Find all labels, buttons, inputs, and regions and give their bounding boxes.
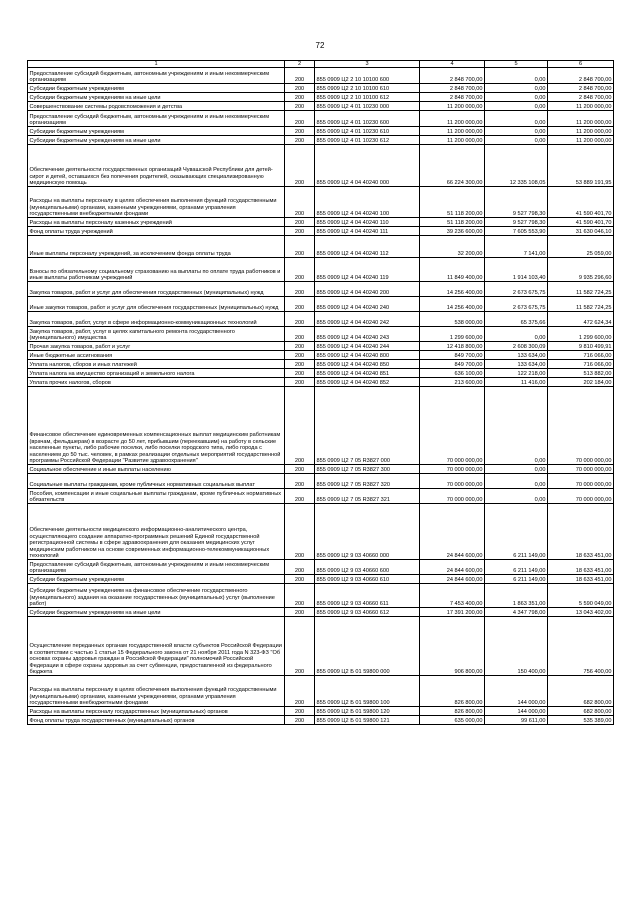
row-executed: 0,00 <box>485 387 548 465</box>
row-name: Обеспечение деятельности медицинского информационно-аналитического центра, осуществляющего создание аппаратно-программных решений Единой государственной регистрационной системы в сфере здравоохранения для оказания медицинских услуг медицинским работником на основе современных информационно-телекоммуникационных технологий <box>28 504 285 560</box>
row-name: Субсидии бюджетным учреждениям <box>28 575 285 584</box>
table-row <box>28 489 614 504</box>
table-row <box>28 84 614 93</box>
row-budget-code: 855 0909 Ц2 4 04 40240 111 <box>315 227 420 236</box>
row-name: Уплата налогов, сборов и иных платежей <box>28 360 285 369</box>
row-planned: 2 848 700,00 <box>420 84 485 93</box>
row-planned: 24 844 600,00 <box>420 560 485 575</box>
row-planned: 636 100,00 <box>420 369 485 378</box>
row-budget-code: 855 0909 Ц2 2 10 10100 600 <box>315 68 420 84</box>
row-remaining: 1 299 600,00 <box>548 327 614 342</box>
row-budget-code: 855 0909 Ц2 4 04 40240 851 <box>315 369 420 378</box>
row-budget-code: 855 0909 Ц2 4 04 40240 242 <box>315 312 420 327</box>
row-executed: 2 608 300,09 <box>485 342 548 351</box>
row-remaining: 41 590 401,70 <box>548 218 614 227</box>
row-admin-code: 200 <box>285 351 315 360</box>
table-row <box>28 369 614 378</box>
row-planned: 635 000,00 <box>420 716 485 725</box>
row-budget-code: 855 0909 Ц2 4 04 40240 800 <box>315 351 420 360</box>
page-number: 72 <box>315 41 325 50</box>
row-executed: 4 347 798,00 <box>485 608 548 617</box>
row-executed: 0,00 <box>485 474 548 489</box>
table-row <box>28 351 614 360</box>
row-executed: 144 000,00 <box>485 707 548 716</box>
row-admin-code: 200 <box>285 716 315 725</box>
row-admin-code: 200 <box>285 342 315 351</box>
row-budget-code: 855 0909 Ц2 4 04 40240 000 <box>315 145 420 187</box>
row-admin-code: 200 <box>285 93 315 102</box>
row-budget-code: 855 0909 Ц2 4 01 10230 610 <box>315 127 420 136</box>
column-header: 4 <box>420 61 485 68</box>
row-planned: 51 118 200,00 <box>420 187 485 218</box>
row-name: Иные бюджетные ассигнования <box>28 351 285 360</box>
row-name: Закупка товаров, работ, услуг в сфере информационно-коммуникационных технологий <box>28 312 285 327</box>
row-planned: 66 224 300,00 <box>420 145 485 187</box>
row-budget-code: 855 0909 Ц2 4 04 40240 243 <box>315 327 420 342</box>
row-executed: 122 218,00 <box>485 369 548 378</box>
row-executed: 0,00 <box>485 136 548 145</box>
row-name: Предоставление субсидий бюджетным, автономным учреждениям и иным некоммерческим организациям <box>28 111 285 127</box>
table-row <box>28 465 614 474</box>
table-row <box>28 187 614 218</box>
row-remaining: 25 059,00 <box>548 236 614 258</box>
table-row <box>28 297 614 312</box>
row-remaining: 535 389,00 <box>548 716 614 725</box>
row-admin-code: 200 <box>285 227 315 236</box>
row-remaining: 2 848 700,00 <box>548 68 614 84</box>
row-executed: 7 605 553,90 <box>485 227 548 236</box>
row-budget-code: 855 0909 Ц2 4 04 40240 110 <box>315 218 420 227</box>
budget-execution-table <box>27 60 614 725</box>
table-row <box>28 145 614 187</box>
row-executed: 0,00 <box>485 327 548 342</box>
row-admin-code: 200 <box>285 136 315 145</box>
row-executed: 6 211 149,00 <box>485 560 548 575</box>
row-name: Финансовое обеспечение единовременных компенсационных выплат медицинским работникам (врачам, фельдшерам) в возрасте до 50 лет, прибывшим (переехавшим) на работу в сельские населенные пункты, либо рабочие поселки, либо поселки городского типа, либо города с населением до 50 тыс. человек, в рамках реализации отдельных мероприятий государственной программы Российской Федерации "Развитие здравоохранения" <box>28 387 285 465</box>
row-budget-code: 855 0909 Ц2 2 10 10100 610 <box>315 84 420 93</box>
row-executed: 11 416,00 <box>485 378 548 387</box>
table-row <box>28 258 614 282</box>
row-executed: 0,00 <box>485 84 548 93</box>
column-header: 6 <box>548 61 614 68</box>
row-remaining: 70 000 000,00 <box>548 387 614 465</box>
row-admin-code: 200 <box>285 187 315 218</box>
row-name: Совершенствование системы родовспоможения и детства <box>28 102 285 111</box>
row-name: Предоставление субсидий бюджетным, автономным учреждениям и иным некоммерческим организациям <box>28 560 285 575</box>
row-planned: 39 236 600,00 <box>420 227 485 236</box>
row-name: Субсидии бюджетным учреждениям на иные цели <box>28 93 285 102</box>
row-admin-code: 200 <box>285 465 315 474</box>
row-planned: 17 391 200,00 <box>420 608 485 617</box>
row-executed: 133 634,00 <box>485 360 548 369</box>
row-name: Закупка товаров, работ и услуг для обеспечения государственных (муниципальных) нужд <box>28 282 285 297</box>
column-header: 3 <box>315 61 420 68</box>
row-name: Закупка товаров, работ, услуг в целях капитального ремонта государственного (муниципального) имущества <box>28 327 285 342</box>
row-admin-code: 200 <box>285 218 315 227</box>
row-name: Иные выплаты персоналу учреждений, за исключением фонда оплаты труда <box>28 236 285 258</box>
row-remaining: 202 184,00 <box>548 378 614 387</box>
row-budget-code: 855 0909 Ц2 Б 01 59800 100 <box>315 676 420 707</box>
row-remaining: 5 590 049,00 <box>548 584 614 608</box>
row-budget-code: 855 0909 Ц2 7 05 R3827 300 <box>315 465 420 474</box>
row-admin-code: 200 <box>285 387 315 465</box>
row-budget-code: 855 0909 Ц2 4 04 40240 850 <box>315 360 420 369</box>
row-executed: 6 211 149,00 <box>485 575 548 584</box>
row-planned: 849 700,00 <box>420 360 485 369</box>
row-admin-code: 200 <box>285 84 315 93</box>
row-remaining: 11 582 724,25 <box>548 282 614 297</box>
row-remaining: 13 043 402,00 <box>548 608 614 617</box>
row-executed: 0,00 <box>485 68 548 84</box>
row-planned: 70 000 000,00 <box>420 465 485 474</box>
table-row <box>28 716 614 725</box>
row-remaining: 682 800,00 <box>548 676 614 707</box>
row-remaining: 756 400,00 <box>548 617 614 676</box>
row-admin-code: 200 <box>285 474 315 489</box>
row-name: Субсидии бюджетным учреждениям на иные цели <box>28 136 285 145</box>
row-name: Уплата прочих налогов, сборов <box>28 378 285 387</box>
row-admin-code: 200 <box>285 102 315 111</box>
row-budget-code: 855 0909 Ц2 9 03 40660 611 <box>315 584 420 608</box>
row-remaining: 11 200 000,00 <box>548 127 614 136</box>
column-header: 5 <box>485 61 548 68</box>
row-budget-code: 855 0909 Ц2 4 04 40240 112 <box>315 236 420 258</box>
column-header: 1 <box>28 61 285 68</box>
row-remaining: 11 200 000,00 <box>548 102 614 111</box>
row-name: Расходы на выплаты персоналу в целях обеспечения выполнения функций государственными (муниципальными) органами, казенными учреждениями, органами управления государственными внебюджетными фондами <box>28 676 285 707</box>
row-name: Предоставление субсидий бюджетным, автономным учреждениям и иным некоммерческим организациям <box>28 68 285 84</box>
row-admin-code: 200 <box>285 707 315 716</box>
row-budget-code: 855 0909 Ц2 4 04 40240 244 <box>315 342 420 351</box>
row-planned: 2 848 700,00 <box>420 68 485 84</box>
row-planned: 12 418 800,00 <box>420 342 485 351</box>
table-row <box>28 102 614 111</box>
row-planned: 538 000,00 <box>420 312 485 327</box>
row-name: Субсидии бюджетным учреждениям на финансовое обеспечение государственного (муниципального) задания на оказание государственных (муниципальных) услуг (выполнение работ) <box>28 584 285 608</box>
table-header-row <box>28 61 614 68</box>
table-row <box>28 676 614 707</box>
row-budget-code: 855 0909 Ц2 4 04 40240 240 <box>315 297 420 312</box>
row-executed: 1 914 103,40 <box>485 258 548 282</box>
row-budget-code: 855 0909 Ц2 Б 01 59800 121 <box>315 716 420 725</box>
row-executed: 9 527 798,30 <box>485 187 548 218</box>
row-admin-code: 200 <box>285 145 315 187</box>
table-row <box>28 378 614 387</box>
table-row <box>28 474 614 489</box>
row-budget-code: 855 0909 Ц2 7 05 R3827 320 <box>315 474 420 489</box>
row-admin-code: 200 <box>285 617 315 676</box>
table-row <box>28 707 614 716</box>
row-budget-code: 855 0909 Ц2 4 01 10230 600 <box>315 111 420 127</box>
row-admin-code: 200 <box>285 360 315 369</box>
row-planned: 32 200,00 <box>420 236 485 258</box>
row-name: Расходы на выплаты персоналу в целях обеспечения выполнения функций государственными (муниципальными) органами, казенными учреждениями, органами управления государственными внебюджетными фондами <box>28 187 285 218</box>
row-planned: 70 000 000,00 <box>420 474 485 489</box>
row-planned: 2 848 700,00 <box>420 93 485 102</box>
row-remaining: 70 000 000,00 <box>548 489 614 504</box>
row-remaining: 41 590 401,70 <box>548 187 614 218</box>
row-remaining: 31 630 046,10 <box>548 227 614 236</box>
table-row <box>28 342 614 351</box>
row-admin-code: 200 <box>285 504 315 560</box>
row-admin-code: 200 <box>285 378 315 387</box>
row-name: Уплата налога на имущество организаций и земельного налога <box>28 369 285 378</box>
row-admin-code: 200 <box>285 297 315 312</box>
table-row <box>28 127 614 136</box>
row-name: Обеспечение деятельности государственных организаций Чувашской Республики для детей-сирот и детей, оставшихся без попечения родителей, оказывающих специализированную медицинскую помощь <box>28 145 285 187</box>
row-name: Субсидии бюджетным учреждениям <box>28 127 285 136</box>
row-executed: 99 611,00 <box>485 716 548 725</box>
row-planned: 213 600,00 <box>420 378 485 387</box>
row-executed: 7 141,00 <box>485 236 548 258</box>
row-admin-code: 200 <box>285 369 315 378</box>
row-planned: 11 200 000,00 <box>420 127 485 136</box>
row-planned: 11 200 000,00 <box>420 136 485 145</box>
row-name: Фонд оплаты труда государственных (муниципальных) органов <box>28 716 285 725</box>
row-remaining: 2 848 700,00 <box>548 84 614 93</box>
table-row <box>28 608 614 617</box>
row-planned: 14 256 400,00 <box>420 297 485 312</box>
row-admin-code: 200 <box>285 282 315 297</box>
row-remaining: 11 582 724,25 <box>548 297 614 312</box>
row-executed: 2 673 675,75 <box>485 282 548 297</box>
row-planned: 24 844 600,00 <box>420 575 485 584</box>
row-budget-code: 855 0909 Ц2 2 10 10100 612 <box>315 93 420 102</box>
row-planned: 14 256 400,00 <box>420 282 485 297</box>
table-row <box>28 584 614 608</box>
row-remaining: 472 624,34 <box>548 312 614 327</box>
row-name: Социальное обеспечение и иные выплаты населению <box>28 465 285 474</box>
column-header: 2 <box>285 61 315 68</box>
row-budget-code: 855 0909 Ц2 7 05 R3827 000 <box>315 387 420 465</box>
row-remaining: 70 000 000,00 <box>548 474 614 489</box>
row-budget-code: 855 0909 Ц2 Б 01 59800 000 <box>315 617 420 676</box>
row-remaining: 513 882,00 <box>548 369 614 378</box>
table-row <box>28 360 614 369</box>
row-executed: 0,00 <box>485 102 548 111</box>
table-row <box>28 312 614 327</box>
row-admin-code: 200 <box>285 258 315 282</box>
row-executed: 65 375,66 <box>485 312 548 327</box>
row-admin-code: 200 <box>285 236 315 258</box>
row-planned: 7 453 400,00 <box>420 584 485 608</box>
row-budget-code: 855 0909 Ц2 9 03 40660 600 <box>315 560 420 575</box>
row-remaining: 18 633 451,00 <box>548 504 614 560</box>
row-planned: 826 800,00 <box>420 707 485 716</box>
row-name: Осуществление переданных органам государственной власти субъектов Российской Федерации в соответствии с частью 1 статьи 15 Федерального закона от 21 ноября 2011 года N 323-ФЗ "Об основах охраны здоровья граждан в Российской Федерации" полномочий Российской Федерации в сфере охраны здоровья за счет субвенции, предоставленной из федерального бюджета <box>28 617 285 676</box>
row-budget-code: 855 0909 Ц2 9 03 40660 000 <box>315 504 420 560</box>
row-budget-code: 855 0909 Ц2 4 01 10230 612 <box>315 136 420 145</box>
row-executed: 12 335 108,05 <box>485 145 548 187</box>
row-executed: 0,00 <box>485 93 548 102</box>
row-planned: 11 200 000,00 <box>420 102 485 111</box>
row-name: Субсидии бюджетным учреждениям <box>28 84 285 93</box>
table-row <box>28 617 614 676</box>
row-executed: 6 211 149,00 <box>485 504 548 560</box>
row-name: Расходы на выплаты персоналу казенных учреждений <box>28 218 285 227</box>
table-row <box>28 575 614 584</box>
row-name: Расходы на выплаты персоналу государственных (муниципальных) органов <box>28 707 285 716</box>
row-planned: 11 200 000,00 <box>420 111 485 127</box>
row-budget-code: 855 0909 Ц2 7 05 R3827 321 <box>315 489 420 504</box>
row-executed: 144 000,00 <box>485 676 548 707</box>
row-planned: 24 844 600,00 <box>420 504 485 560</box>
row-name: Субсидии бюджетным учреждениям на иные цели <box>28 608 285 617</box>
row-name: Взносы по обязательному социальному страхованию на выплаты по оплате труда работников и иные выплаты работникам учреждений <box>28 258 285 282</box>
row-budget-code: 855 0909 Ц2 Б 01 59800 120 <box>315 707 420 716</box>
row-remaining: 716 066,00 <box>548 351 614 360</box>
row-name: Фонд оплаты труда учреждений <box>28 227 285 236</box>
row-admin-code: 200 <box>285 676 315 707</box>
table-body <box>28 68 614 725</box>
table-row <box>28 227 614 236</box>
row-admin-code: 200 <box>285 327 315 342</box>
row-admin-code: 200 <box>285 608 315 617</box>
row-budget-code: 855 0909 Ц2 4 04 40240 852 <box>315 378 420 387</box>
row-executed: 150 400,00 <box>485 617 548 676</box>
row-remaining: 11 200 000,00 <box>548 136 614 145</box>
row-name: Социальные выплаты гражданам, кроме публичных нормативных социальных выплат <box>28 474 285 489</box>
row-executed: 9 527 798,30 <box>485 218 548 227</box>
row-admin-code: 200 <box>285 584 315 608</box>
table-row <box>28 387 614 465</box>
row-admin-code: 200 <box>285 489 315 504</box>
table-row <box>28 560 614 575</box>
table-row <box>28 111 614 127</box>
row-planned: 70 000 000,00 <box>420 387 485 465</box>
row-remaining: 18 633 451,00 <box>548 560 614 575</box>
row-budget-code: 855 0909 Ц2 4 04 40240 100 <box>315 187 420 218</box>
row-planned: 51 118 200,00 <box>420 218 485 227</box>
row-admin-code: 200 <box>285 312 315 327</box>
table-row <box>28 93 614 102</box>
row-admin-code: 200 <box>285 127 315 136</box>
row-remaining: 9 935 296,60 <box>548 258 614 282</box>
row-admin-code: 200 <box>285 560 315 575</box>
row-planned: 906 800,00 <box>420 617 485 676</box>
row-planned: 1 299 600,00 <box>420 327 485 342</box>
row-planned: 826 800,00 <box>420 676 485 707</box>
row-executed: 0,00 <box>485 489 548 504</box>
row-budget-code: 855 0909 Ц2 4 01 10230 000 <box>315 102 420 111</box>
row-budget-code: 855 0909 Ц2 4 04 40240 200 <box>315 282 420 297</box>
row-planned: 11 849 400,00 <box>420 258 485 282</box>
row-remaining: 53 889 191,95 <box>548 145 614 187</box>
row-executed: 0,00 <box>485 111 548 127</box>
row-executed: 133 634,00 <box>485 351 548 360</box>
table-row <box>28 282 614 297</box>
row-name: Иные закупки товаров, работ и услуг для обеспечения государственных (муниципальных) нужд <box>28 297 285 312</box>
row-executed: 0,00 <box>485 465 548 474</box>
row-budget-code: 855 0909 Ц2 9 03 40660 612 <box>315 608 420 617</box>
table-row <box>28 327 614 342</box>
row-budget-code: 855 0909 Ц2 9 03 40660 610 <box>315 575 420 584</box>
row-executed: 0,00 <box>485 127 548 136</box>
row-executed: 2 673 675,75 <box>485 297 548 312</box>
row-remaining: 2 848 700,00 <box>548 93 614 102</box>
row-remaining: 716 066,00 <box>548 360 614 369</box>
row-remaining: 9 810 499,91 <box>548 342 614 351</box>
row-remaining: 682 800,00 <box>548 707 614 716</box>
row-admin-code: 200 <box>285 68 315 84</box>
row-admin-code: 200 <box>285 111 315 127</box>
table-row <box>28 236 614 258</box>
table-row <box>28 68 614 84</box>
row-budget-code: 855 0909 Ц2 4 04 40240 119 <box>315 258 420 282</box>
row-name: Пособия, компенсации и иные социальные выплаты гражданам, кроме публичных нормативных обязательств <box>28 489 285 504</box>
row-remaining: 70 000 000,00 <box>548 465 614 474</box>
row-admin-code: 200 <box>285 575 315 584</box>
table-row <box>28 136 614 145</box>
row-remaining: 11 200 000,00 <box>548 111 614 127</box>
row-planned: 849 700,00 <box>420 351 485 360</box>
row-planned: 70 000 000,00 <box>420 489 485 504</box>
row-executed: 1 863 351,00 <box>485 584 548 608</box>
table-row <box>28 504 614 560</box>
row-name: Прочая закупка товаров, работ и услуг <box>28 342 285 351</box>
table-row <box>28 218 614 227</box>
row-remaining: 18 633 451,00 <box>548 575 614 584</box>
